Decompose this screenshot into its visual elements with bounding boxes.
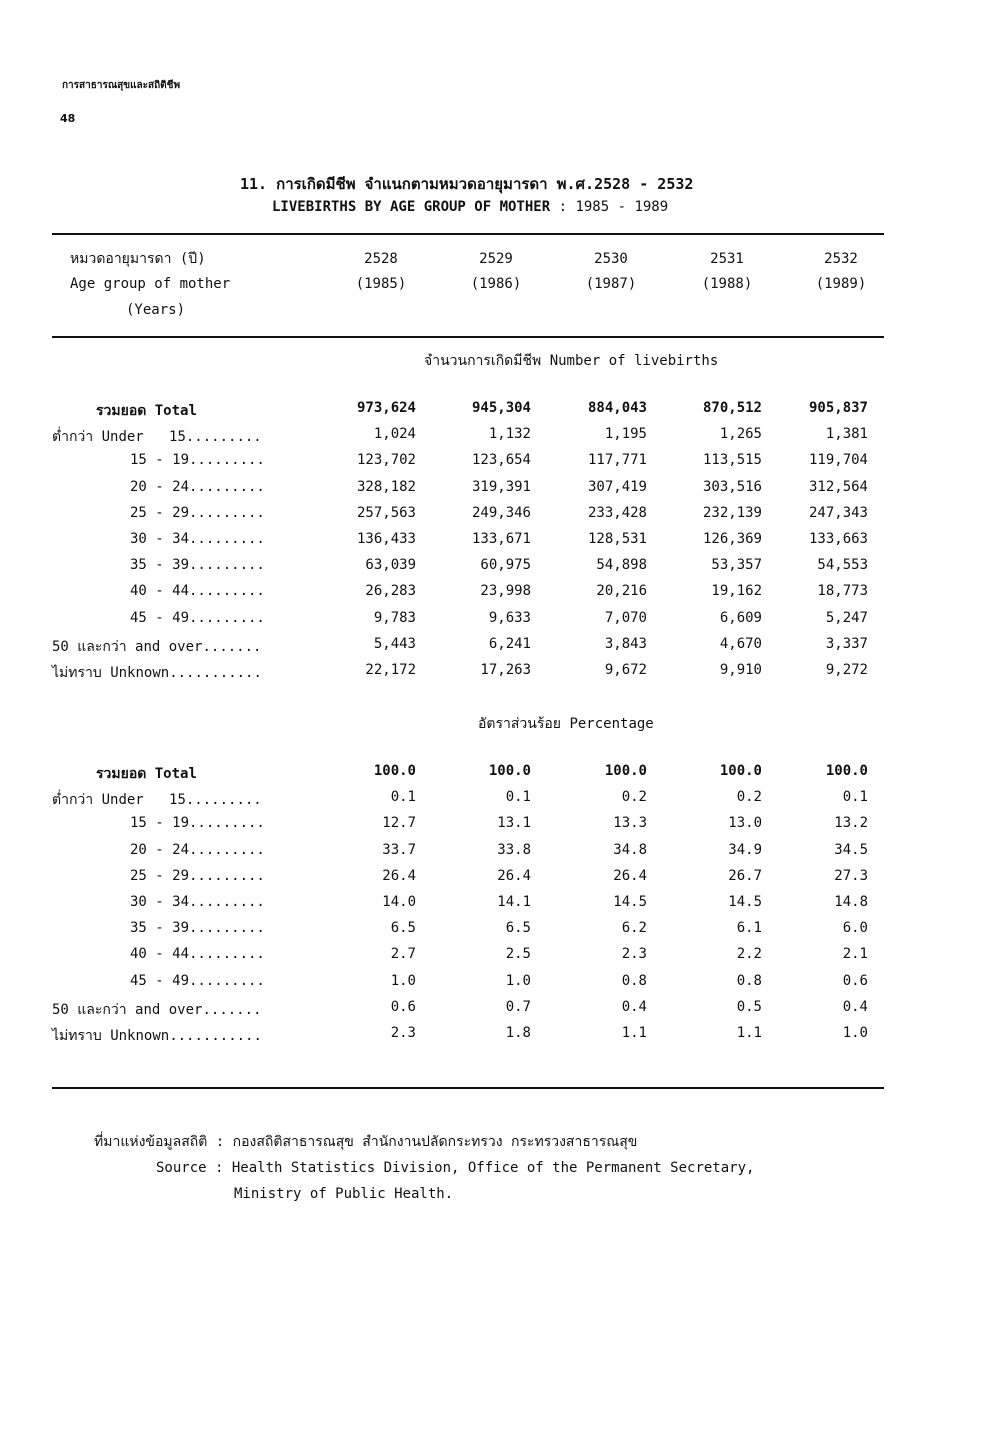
cell-value: 136,433 — [356, 531, 416, 547]
cell-value: 1.0 — [390, 972, 416, 989]
stub-header-units: (Years) — [126, 302, 186, 318]
cell-value: 4,670 — [719, 635, 762, 652]
cell-value: 133,663 — [808, 531, 868, 547]
cell-value: 13.0 — [728, 815, 762, 832]
section-heading — [424, 350, 718, 372]
cell-value: 2.2 — [736, 946, 762, 963]
page-number: 48 — [60, 112, 76, 125]
table-row — [0, 662, 990, 688]
table-row — [0, 973, 990, 999]
cell-value: 257,563 — [356, 504, 416, 521]
cell-value: 1,195 — [604, 426, 647, 443]
section-heading-thai: จำนวนการเกิดมีชีพ — [424, 353, 542, 369]
table-row — [0, 505, 990, 531]
cell-value: 0.1 — [505, 789, 531, 806]
cell-value: 26.4 — [613, 867, 647, 884]
cell-value: 6,241 — [488, 635, 531, 652]
table-row — [0, 763, 990, 789]
column-header-be: 2528 — [364, 251, 398, 267]
cell-value: 6,609 — [719, 609, 762, 626]
row-label: 40 - 44......... — [130, 946, 265, 963]
table-title-english-years: : 1985 - 1989 — [550, 199, 669, 215]
cell-value: 0.1 — [390, 789, 416, 806]
table-row — [0, 636, 990, 662]
column-header-ce: (1985) — [355, 276, 407, 292]
cell-value: 905,837 — [808, 400, 868, 416]
cell-value: 34.8 — [613, 841, 647, 858]
cell-value: 100.0 — [825, 763, 868, 779]
table-row — [0, 610, 990, 636]
column-header-ce: (1987) — [585, 276, 637, 292]
column-header-be: 2529 — [479, 251, 513, 267]
cell-value: 119,704 — [808, 452, 868, 469]
row-label: 50 และกว่า and over....... — [52, 638, 262, 655]
row-label: รวมยอด Total — [96, 766, 197, 782]
row-label: ไม่ทราบ Unknown........... — [52, 1028, 262, 1044]
cell-value: 1,265 — [719, 426, 762, 443]
cell-value: 6.5 — [505, 920, 531, 937]
cell-value: 312,564 — [808, 478, 868, 495]
table-title-english-text: LIVEBIRTHS BY AGE GROUP OF MOTHER — [272, 199, 551, 215]
cell-value: 6.1 — [736, 920, 762, 937]
column-header-ce: (1989) — [815, 276, 867, 292]
cell-value: 100.0 — [488, 763, 531, 779]
header-rule — [52, 336, 884, 338]
source-line-english — [156, 1155, 754, 1181]
cell-value: 7,070 — [604, 609, 647, 626]
cell-value: 3,843 — [604, 635, 647, 652]
cell-value: 23,998 — [480, 583, 531, 600]
cell-value: 870,512 — [702, 400, 762, 416]
cell-value: 0.2 — [621, 789, 647, 806]
table-title-thai — [240, 172, 693, 196]
cell-value: 27.3 — [834, 867, 868, 884]
cell-value: 13.3 — [613, 815, 647, 832]
table-row — [0, 894, 990, 920]
cell-value: 9,633 — [488, 609, 531, 626]
cell-value: 117,771 — [587, 452, 647, 469]
cell-value: 14.5 — [613, 894, 647, 910]
cell-value: 20,216 — [596, 583, 647, 600]
table-row — [0, 479, 990, 505]
cell-value: 100.0 — [604, 763, 647, 779]
cell-value: 14.1 — [497, 894, 531, 910]
cell-value: 2.3 — [621, 946, 647, 963]
source-label-thai: ที่มาแห่งข้อมูลสถิติ : — [94, 1134, 225, 1150]
row-label: 15 - 19......... — [130, 815, 265, 832]
table-row — [0, 583, 990, 609]
column-header-be: 2531 — [710, 251, 744, 267]
table-row — [0, 452, 990, 478]
row-label: ไม่ทราบ Unknown........... — [52, 665, 262, 681]
stub-header-english: Age group of mother — [70, 276, 231, 292]
cell-value: 17,263 — [480, 662, 531, 678]
source-text-english-2: Ministry of Public Health. — [234, 1186, 454, 1202]
cell-value: 9,910 — [719, 662, 762, 678]
cell-value: 113,515 — [702, 452, 762, 469]
cell-value: 5,247 — [825, 609, 868, 626]
top-rule — [52, 233, 884, 235]
cell-value: 53,357 — [711, 557, 762, 574]
cell-value: 54,553 — [817, 557, 868, 574]
column-header-be: 2530 — [594, 251, 628, 267]
cell-value: 54,898 — [596, 557, 647, 574]
table-title-thai-text: การเกิดมีชีพ จำแนกตามหมวดอายุมารดา พ.ศ.2528 - 2532 — [276, 175, 694, 193]
cell-value: 12.7 — [382, 815, 416, 832]
row-label: 50 และกว่า and over....... — [52, 1001, 262, 1018]
row-label: 15 - 19......... — [130, 452, 265, 469]
cell-value: 14.5 — [728, 894, 762, 910]
cell-value: 60,975 — [480, 557, 531, 574]
cell-value: 2.1 — [842, 946, 868, 963]
cell-value: 2.7 — [390, 946, 416, 963]
cell-value: 319,391 — [471, 478, 531, 495]
cell-value: 0.4 — [621, 998, 647, 1015]
cell-value: 945,304 — [471, 400, 531, 416]
cell-value: 26.4 — [497, 867, 531, 884]
cell-value: 2.5 — [505, 946, 531, 963]
cell-value: 2.3 — [390, 1025, 416, 1041]
cell-value: 973,624 — [356, 400, 416, 416]
cell-value: 34.5 — [834, 841, 868, 858]
section-heading-thai: อัตราส่วนร้อย — [478, 716, 561, 732]
table-row — [0, 1025, 990, 1051]
table-row — [0, 842, 990, 868]
column-header-be: 2532 — [824, 251, 858, 267]
cell-value: 1.0 — [505, 972, 531, 989]
cell-value: 26.4 — [382, 867, 416, 884]
table-row — [0, 789, 990, 815]
cell-value: 14.0 — [382, 894, 416, 910]
cell-value: 328,182 — [356, 478, 416, 495]
row-label: ต่ำกว่า Under 15......... — [52, 792, 262, 809]
cell-value: 14.8 — [834, 894, 868, 910]
table-row — [0, 920, 990, 946]
cell-value: 0.6 — [842, 972, 868, 989]
cell-value: 26.7 — [728, 867, 762, 884]
cell-value: 232,139 — [702, 504, 762, 521]
cell-value: 1,132 — [488, 426, 531, 443]
cell-value: 9,272 — [825, 662, 868, 678]
cell-value: 33.8 — [497, 841, 531, 858]
cell-value: 1.1 — [736, 1025, 762, 1041]
table-row — [0, 815, 990, 841]
section-heading-english: Percentage — [569, 716, 654, 732]
cell-value: 0.6 — [390, 998, 416, 1015]
cell-value: 5,443 — [373, 635, 416, 652]
table-row — [0, 400, 990, 426]
row-label: 45 - 49......... — [130, 972, 265, 989]
cell-value: 0.2 — [736, 789, 762, 806]
cell-value: 18,773 — [817, 583, 868, 600]
cell-value: 34.9 — [728, 841, 762, 858]
cell-value: 0.8 — [621, 972, 647, 989]
cell-value: 26,283 — [365, 583, 416, 600]
cell-value: 33.7 — [382, 841, 416, 858]
column-header-ce: (1988) — [701, 276, 753, 292]
section-heading-english: Number of livebirths — [549, 353, 719, 369]
cell-value: 1,381 — [825, 426, 868, 443]
source-text-thai: กองสถิติสาธารณสุข สำนักงานปลัดกระทรวง กระทรวงสาธารณสุข — [232, 1134, 638, 1150]
row-label: 40 - 44......... — [130, 583, 265, 600]
row-label: รวมยอด Total — [96, 403, 197, 419]
cell-value: 9,783 — [373, 609, 416, 626]
cell-value: 0.5 — [736, 998, 762, 1015]
row-label: ต่ำกว่า Under 15......... — [52, 429, 262, 446]
table-row — [0, 946, 990, 972]
cell-value: 100.0 — [719, 763, 762, 779]
table-number: 11. — [240, 175, 268, 193]
cell-value: 6.5 — [390, 920, 416, 937]
cell-value: 123,654 — [471, 452, 531, 469]
cell-value: 6.0 — [842, 920, 868, 937]
source-text-english-1: Health Statistics Division, Office of the Permanent Secretary, — [231, 1160, 755, 1176]
row-label: 25 - 29......... — [130, 867, 265, 884]
source-line-thai — [94, 1129, 637, 1155]
row-label: 20 - 24......... — [130, 841, 265, 858]
section-heading — [478, 713, 654, 735]
running-head: การสาธารณสุขและสถิติชีพ — [62, 80, 181, 91]
table-row — [0, 999, 990, 1025]
cell-value: 0.7 — [505, 998, 531, 1015]
cell-value: 133,671 — [471, 531, 531, 547]
cell-value: 303,516 — [702, 478, 762, 495]
cell-value: 128,531 — [587, 531, 647, 547]
cell-value: 233,428 — [587, 504, 647, 521]
row-label: 20 - 24......... — [130, 478, 265, 495]
cell-value: 13.2 — [834, 815, 868, 832]
cell-value: 884,043 — [587, 400, 647, 416]
cell-value: 247,343 — [808, 504, 868, 521]
cell-value: 100.0 — [373, 763, 416, 779]
cell-value: 22,172 — [365, 662, 416, 678]
cell-value: 3,337 — [825, 635, 868, 652]
row-label: 35 - 39......... — [130, 920, 265, 937]
column-header-ce: (1986) — [470, 276, 522, 292]
row-label: 30 - 34......... — [130, 531, 265, 547]
table-row — [0, 531, 990, 557]
cell-value: 0.4 — [842, 998, 868, 1015]
cell-value: 307,419 — [587, 478, 647, 495]
cell-value: 1.1 — [621, 1025, 647, 1041]
cell-value: 0.8 — [736, 972, 762, 989]
cell-value: 9,672 — [604, 662, 647, 678]
source-label-english: Source : — [156, 1160, 224, 1176]
cell-value: 1,024 — [373, 426, 416, 443]
table-title-english — [272, 199, 668, 215]
table-row — [0, 426, 990, 452]
cell-value: 13.1 — [497, 815, 531, 832]
cell-value: 126,369 — [702, 531, 762, 547]
stub-header-thai: หมวดอายุมารดา (ปี) — [70, 251, 206, 267]
cell-value: 63,039 — [365, 557, 416, 574]
row-label: 45 - 49......... — [130, 609, 265, 626]
cell-value: 1.8 — [505, 1025, 531, 1041]
bottom-rule — [52, 1087, 884, 1089]
cell-value: 0.1 — [842, 789, 868, 806]
cell-value: 1.0 — [842, 1025, 868, 1041]
cell-value: 123,702 — [356, 452, 416, 469]
cell-value: 249,346 — [471, 504, 531, 521]
cell-value: 19,162 — [711, 583, 762, 600]
row-label: 25 - 29......... — [130, 504, 265, 521]
table-row — [0, 557, 990, 583]
row-label: 30 - 34......... — [130, 894, 265, 910]
cell-value: 6.2 — [621, 920, 647, 937]
table-row — [0, 868, 990, 894]
row-label: 35 - 39......... — [130, 557, 265, 574]
